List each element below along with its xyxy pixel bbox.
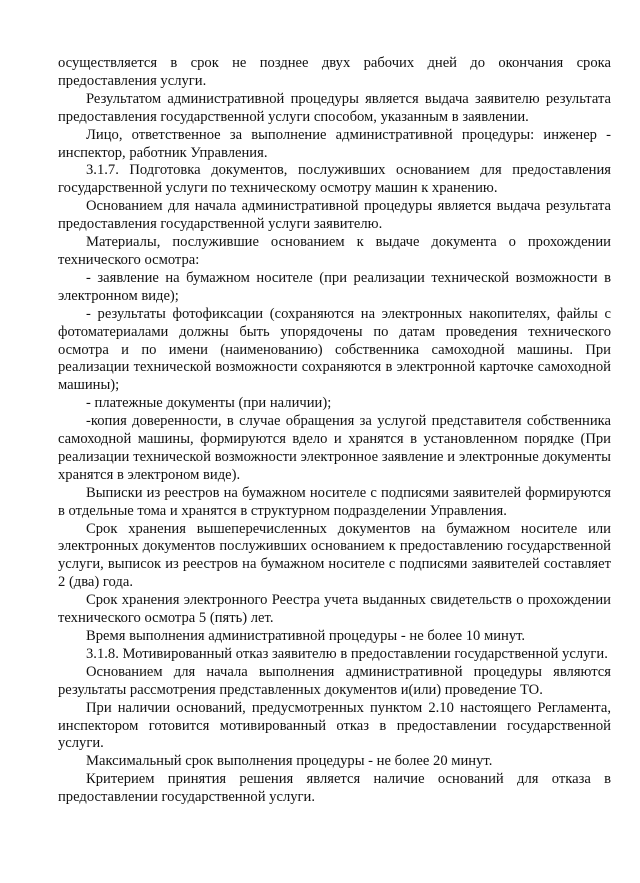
list-item-photo-results: - результаты фотофиксации (сохраняются на электронных накопителях, файлы с фотоматериалами должны быть упорядочены по датам проведения технического осмотра и по имени (наименованию) собственника самоходной машины. При реализации технической возможности сохраняются в электронной карточке самоходной машины); bbox=[58, 305, 611, 394]
section-3-1-7-heading: 3.1.7. Подготовка документов, послуживших основанием для предоставления государственной услуги по техническому осмотру машин к хранению. bbox=[58, 162, 611, 197]
paragraph-decision-criterion: Критерием принятия решения является наличие оснований для отказа в предоставлении государственной услуги. bbox=[58, 771, 611, 806]
paragraph-refusal-grounds: При наличии оснований, предусмотренных пунктом 2.10 настоящего Регламента, инспектором готовится мотивированный отказ в предоставлении государственной услуги. bbox=[58, 699, 611, 752]
section-3-1-8-heading: 3.1.8. Мотивированный отказ заявителю в предоставлении государственной услуги. bbox=[86, 645, 608, 662]
paragraph-basis-start: Основанием для начала административной процедуры является выдача результата предоставления государственной услуги заявителю. bbox=[58, 198, 611, 233]
list-item-payment-documents: - платежные документы (при наличии); bbox=[86, 395, 332, 412]
paragraph-registry-extracts: Выписки из реестров на бумажном носителе с подписями заявителей формируются в отдельные тома и хранятся в структурном подразделении Управления. bbox=[58, 484, 611, 519]
paragraph-materials: Материалы, послужившие основанием к выдаче документа о прохождении технического осмотра: bbox=[58, 234, 611, 268]
paragraph-refusal-basis: Основанием для начала выполнения административной процедуры являются результаты рассмотрения представленных документов и(или) проведение ТО. bbox=[58, 663, 611, 698]
paragraph-max-duration: Максимальный срок выполнения процедуры - не более 20 минут. bbox=[86, 753, 493, 770]
paragraph-result: Результатом административной процедуры является выдача заявителю результата предоставления государственной услуги способом, указанным в заявлении. bbox=[58, 90, 611, 125]
paragraph-continuation: осуществляется в срок не позднее двух рабочих дней до окончания срока предоставления услуги. bbox=[58, 55, 611, 89]
paragraph-responsible-person: Лицо, ответственное за выполнение административной процедуры: инженер - инспектор, работник Управления. bbox=[58, 126, 611, 161]
paragraph-execution-time: Время выполнения административной процедуры - не более 10 минут. bbox=[86, 628, 526, 644]
paragraph-electronic-registry-storage: Срок хранения электронного Реестра учета выданных свидетельств о прохождении технического осмотра 5 (пять) лет. bbox=[58, 592, 611, 627]
list-item-application: - заявление на бумажном носителе (при реализации технической возможности в электронном виде); bbox=[58, 269, 611, 304]
document-page bbox=[58, 55, 611, 807]
paragraph-storage-period: Срок хранения вышеперечисленных документов на бумажном носителе или электронных документов послуживших основанием к предоставлению государственной услуги, выписок из реестров на бумажном носителе с подписями заявителей составляет 2 (два) года. bbox=[58, 520, 611, 591]
list-item-power-of-attorney: -копия доверенности, в случае обращения за услугой представителя собственника самоходной машины, формируются вдело и хранятся в установленном порядке (При реализации технической возможности электронное заявление и электронные документы хранятся в электроном виде). bbox=[58, 413, 611, 483]
